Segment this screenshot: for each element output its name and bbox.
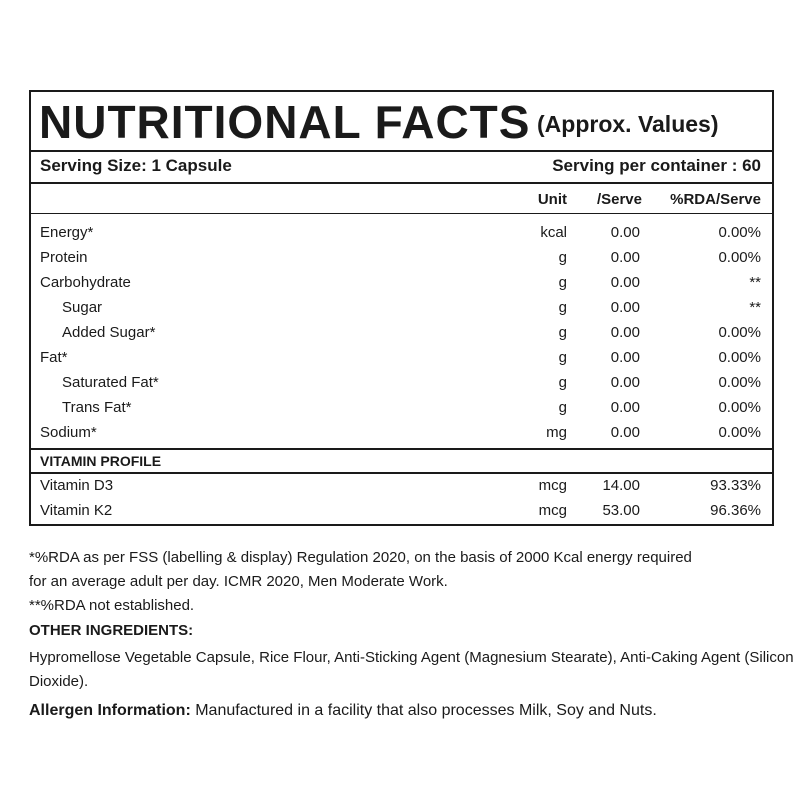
nutrient-serve: 0.00 xyxy=(610,249,640,266)
nutrient-name: Trans Fat* xyxy=(62,399,132,416)
vitamin-unit: mcg xyxy=(538,477,567,494)
panel-title: NUTRITIONAL FACTS xyxy=(39,96,531,148)
nutrient-serve: 0.00 xyxy=(610,274,640,291)
nutrient-row-added-sugar xyxy=(31,321,772,346)
nutrient-serve: 0.00 xyxy=(610,224,640,241)
nutrient-name: Energy* xyxy=(40,224,94,241)
vitamin-row-d3 xyxy=(31,474,772,499)
nutrient-unit: kcal xyxy=(540,224,567,241)
other-ingredients-title: OTHER INGREDIENTS: xyxy=(29,622,194,639)
serving-size: Serving Size: 1 Capsule xyxy=(40,156,232,175)
vitamin-profile-header xyxy=(31,448,772,474)
nutrient-name: Sugar xyxy=(62,299,103,316)
column-header-row xyxy=(31,186,772,214)
nutrient-row-fat xyxy=(31,346,772,371)
nutrient-unit: g xyxy=(558,249,567,266)
nutrient-name: Sodium* xyxy=(40,424,97,441)
rda-notes xyxy=(29,546,789,618)
vitamin-name: Vitamin D3 xyxy=(40,477,114,494)
vitamin-name: Vitamin K2 xyxy=(40,502,113,519)
nutrition-facts-panel xyxy=(29,90,774,526)
serving-row xyxy=(31,152,772,184)
nutrient-serve: 0.00 xyxy=(610,424,640,441)
nutrient-serve: 0.00 xyxy=(610,299,640,316)
nutrient-rda: ** xyxy=(749,299,761,316)
nutrient-unit: g xyxy=(558,299,567,316)
column-header-rda: %RDA/Serve xyxy=(670,191,761,208)
nutrient-rda: 0.00% xyxy=(718,424,761,441)
nutrient-rda: 0.00% xyxy=(718,399,761,416)
nutrient-name: Protein xyxy=(40,249,88,266)
nutrient-serve: 0.00 xyxy=(610,399,640,416)
nutrient-name: Added Sugar* xyxy=(62,324,156,341)
nutrient-row-saturated-fat xyxy=(31,371,772,396)
rda-note-2: for an average adult per day. ICMR 2020, Men Moderate Work. xyxy=(29,573,448,590)
vitamin-rda: 96.36% xyxy=(710,502,761,519)
vitamin-serve: 53.00 xyxy=(602,502,640,519)
nutrient-rda: 0.00% xyxy=(718,224,761,241)
nutrient-unit: mg xyxy=(546,424,567,441)
nutrient-row-protein xyxy=(31,246,772,271)
rda-note-3: **%RDA not established. xyxy=(29,597,195,614)
nutrient-unit: g xyxy=(558,274,567,291)
allergen-information xyxy=(29,700,657,722)
column-header-serve: /Serve xyxy=(596,191,642,208)
vitamin-unit: mcg xyxy=(538,502,567,519)
nutrient-row-sodium xyxy=(31,421,772,446)
allergen-text: Manufactured in a facility that also processes Milk, Soy and Nuts. xyxy=(190,702,657,719)
nutrient-unit: g xyxy=(558,374,567,391)
nutrient-row-sugar xyxy=(31,296,772,321)
title-row xyxy=(31,92,772,152)
other-ingredients-text: Hypromellose Vegetable Capsule, Rice Flour, Anti-Sticking Agent (Magnesium Stearate), Anti-Caking Agent (Silicon Dioxide). xyxy=(29,649,794,690)
vitamin-rows xyxy=(31,474,772,524)
nutrient-row-energy xyxy=(31,221,772,246)
nutrient-rows xyxy=(31,221,772,446)
nutrient-rda: 0.00% xyxy=(718,249,761,266)
column-header-unit: Unit xyxy=(537,191,567,208)
nutrient-name: Carbohydrate xyxy=(40,274,131,291)
nutrient-unit: g xyxy=(558,349,567,366)
nutrient-rda: 0.00% xyxy=(718,374,761,391)
allergen-label: Allergen Information: xyxy=(29,702,191,719)
nutrient-rda: 0.00% xyxy=(718,324,761,341)
nutrient-unit: g xyxy=(558,324,567,341)
nutrient-serve: 0.00 xyxy=(610,349,640,366)
nutrient-serve: 0.00 xyxy=(610,324,640,341)
nutrient-name: Fat* xyxy=(40,349,68,366)
nutrient-name: Saturated Fat* xyxy=(62,374,159,391)
vitamin-rda: 93.33% xyxy=(710,477,761,494)
nutrient-rda: 0.00% xyxy=(718,349,761,366)
vitamin-profile-title: VITAMIN PROFILE xyxy=(40,453,162,469)
nutrient-unit: g xyxy=(558,399,567,416)
rda-note-1: *%RDA as per FSS (labelling & display) Regulation 2020, on the basis of 2000 Kcal energy required xyxy=(29,549,692,566)
nutrient-row-trans-fat xyxy=(31,396,772,421)
vitamin-row-k2 xyxy=(31,499,772,524)
panel-subtitle: (Approx. Values) xyxy=(537,111,719,137)
serving-per-container: Serving per container : 60 xyxy=(552,156,761,175)
vitamin-serve: 14.00 xyxy=(602,477,640,494)
nutrient-rda: ** xyxy=(749,274,761,291)
nutrient-serve: 0.00 xyxy=(610,374,640,391)
nutrient-row-carbohydrate xyxy=(31,271,772,296)
